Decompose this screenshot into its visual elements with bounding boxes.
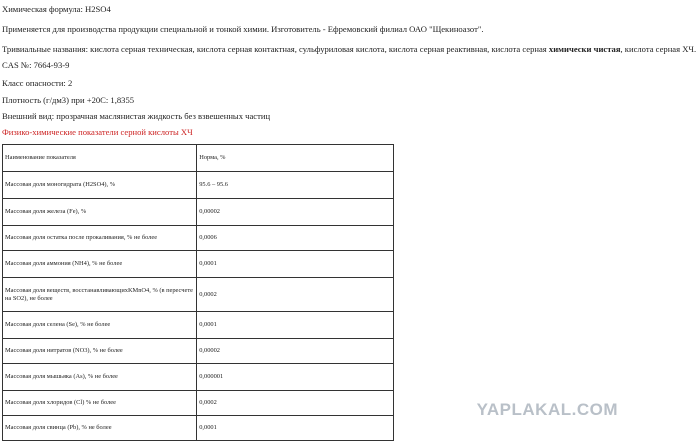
- row-value-cell: 95.6 – 95.6: [197, 172, 394, 199]
- trivial-names-bold: химически чистая: [549, 44, 621, 54]
- table-row: [3, 226, 394, 251]
- density-line: Плотность (г/дм3) при +20С: 1,8355: [2, 95, 134, 105]
- row-value-cell: 0,00002: [197, 199, 394, 226]
- row-value-cell: 0,0006: [197, 226, 394, 251]
- row-name-cell: Массовая доля железа (Fe), %: [3, 199, 197, 226]
- table-row: [3, 391, 394, 416]
- header-cell-name: Наименование показателя: [3, 145, 197, 172]
- trivial-names-text: Тривиальные названия: кислота серная техническая, кислота серная контактная, сульфуриловая кислота, кислота серная реактивная, кислота серная: [2, 44, 549, 54]
- cas-line: CAS №: 7664-93-9: [2, 60, 69, 70]
- table-row: [3, 416, 394, 441]
- table-row: [3, 364, 394, 391]
- row-value-cell: 0,0001: [197, 251, 394, 278]
- row-name-cell: Массовая доля аммония (NH4), % не более: [3, 251, 197, 278]
- row-value-cell: 0,00002: [197, 339, 394, 364]
- row-name-cell: Массовая доля свинца (Pb), % не более: [3, 416, 197, 441]
- trivial-names-line: [2, 44, 696, 54]
- row-value-cell: 0,0002: [197, 391, 394, 416]
- table-row: [3, 251, 394, 278]
- usage-line: Применяется для производства продукции специальной и тонкой химии. Изготовитель - Ефремовский филиал ОАО "Щекиноазот".: [2, 24, 483, 34]
- row-name-cell: Массовая доля хлоридов (Cl) % не более: [3, 391, 197, 416]
- row-name-cell: Массовая доля нитратов (NO3), % не более: [3, 339, 197, 364]
- table-row: [3, 278, 394, 312]
- section-title: Физико-химические показатели серной кислоты ХЧ: [2, 127, 193, 137]
- row-name-cell: Массовая доля моногидрата (H2SO4), %: [3, 172, 197, 199]
- trivial-names-tail: , кислота серная ХЧ.: [621, 44, 696, 54]
- formula-line: Химическая формула: H2SO4: [2, 4, 111, 14]
- header-cell-norm: Норма, %: [197, 145, 394, 172]
- site-watermark: YAPLAKAL.COM: [477, 400, 618, 420]
- appearance-line: Внешний вид: прозрачная маслянистая жидкость без взвешенных частиц: [2, 111, 270, 121]
- row-name-cell: Массовая доля селена (Se), % не более: [3, 312, 197, 339]
- table-row: [3, 312, 394, 339]
- row-value-cell: 0,0001: [197, 416, 394, 441]
- table-row: [3, 199, 394, 226]
- row-value-cell: 0,0002: [197, 278, 394, 312]
- row-value-cell: 0,000001: [197, 364, 394, 391]
- row-name-cell: Массовая доля мышьяка (As), % не более: [3, 364, 197, 391]
- row-name-cell: Массовая доля веществ, восстанавливающихKMnO4, % (в пересчете на SO2), не более: [3, 278, 197, 312]
- table-row: [3, 172, 394, 199]
- hazard-line: Класс опасности: 2: [2, 78, 72, 88]
- properties-table: [2, 144, 394, 441]
- table-header-row: [3, 145, 394, 172]
- row-value-cell: 0,0001: [197, 312, 394, 339]
- table-row: [3, 339, 394, 364]
- row-name-cell: Массовая доля остатка после прокаливания, % не более: [3, 226, 197, 251]
